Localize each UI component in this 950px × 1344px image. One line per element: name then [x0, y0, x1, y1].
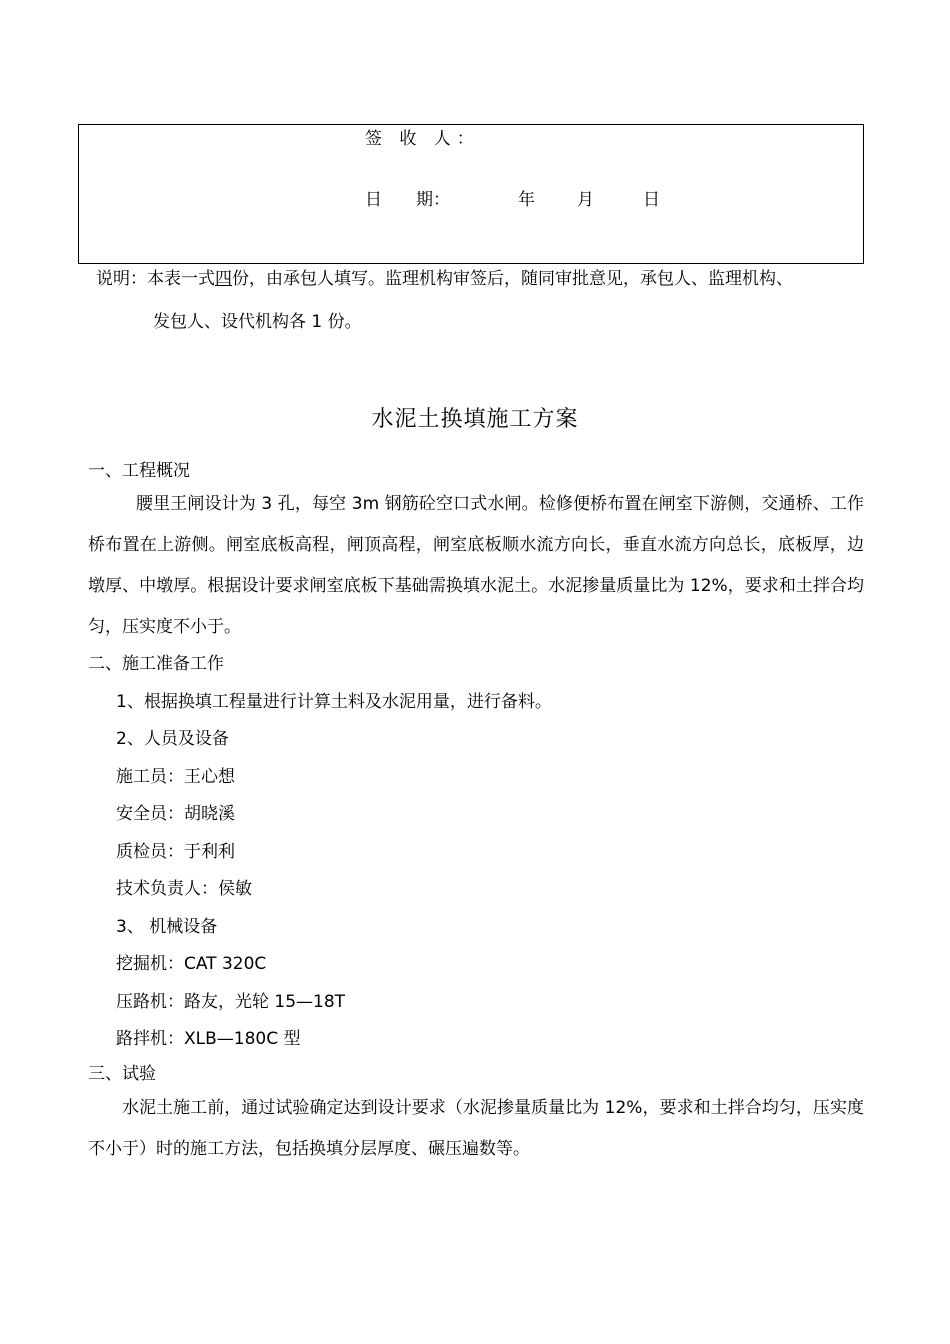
section-1-heading: 一、工程概况: [88, 461, 190, 481]
date-year: 年: [518, 190, 535, 210]
staff-builder: 施工员：王心想: [116, 767, 235, 787]
date-day: 日: [643, 190, 660, 210]
staff-safety: 安全员：胡晓溪: [116, 804, 235, 824]
section-2-heading: 二、施工准备工作: [88, 654, 224, 674]
staff-tech: 技术负责人：侯敏: [116, 879, 252, 899]
staff-quality: 质检员：于利利: [116, 842, 235, 862]
prep-item-3: 3、 机械设备: [116, 917, 218, 937]
section-3-heading: 三、试验: [88, 1064, 156, 1084]
note-prefix: 说明：本表一式: [96, 269, 215, 289]
equip-excavator: 挖掘机：CAT 320C: [116, 954, 267, 974]
equip-roller: 压路机：路友，光轮 15—18T: [116, 992, 346, 1012]
signee-label: 签 收 人：: [365, 129, 480, 149]
prep-item-1: 1、根据换填工程量进行计算土料及水泥用量，进行备料。: [116, 692, 552, 712]
document-title: 水泥土换填施工方案: [371, 407, 579, 432]
date-month: 月: [577, 190, 594, 210]
prep-item-2: 2、人员及设备: [116, 729, 229, 749]
date-label: 日 期：: [365, 190, 450, 210]
section-1-paragraph: 腰里王闸设计为 3 孔，每空 3m 钢筋砼空口式水闸。检修便桥布置在闸室下游侧，交通桥、工作桥布置在上游侧。闸室底板高程，闸顶高程，闸室底板顺水流方向长，垂直水流方向总长，底板厚，边墩厚、中墩厚。根据设计要求闸室底板下基础需换填水泥土。水泥掺量质量比为 12%，要求和土拌合均匀，压实度不小于。: [88, 494, 864, 637]
note-rest: 份，由承包人填写。监理机构审签后，随同审批意见，承包人、监理机构、: [232, 269, 793, 289]
section-3-paragraph: 水泥土施工前，通过试验确定达到设计要求（水泥掺量质量比为 12%，要求和土拌合均匀，压实度不小于）时的施工方法，包括换填分层厚度、碾压遍数等。: [88, 1098, 864, 1159]
equip-mixer: 路拌机：XLB—180C 型: [116, 1029, 301, 1049]
note-copies: 四: [215, 269, 232, 289]
note-line-2: 发包人、设代机构各 1 份。: [153, 312, 362, 332]
note-line-1: [96, 268, 793, 290]
